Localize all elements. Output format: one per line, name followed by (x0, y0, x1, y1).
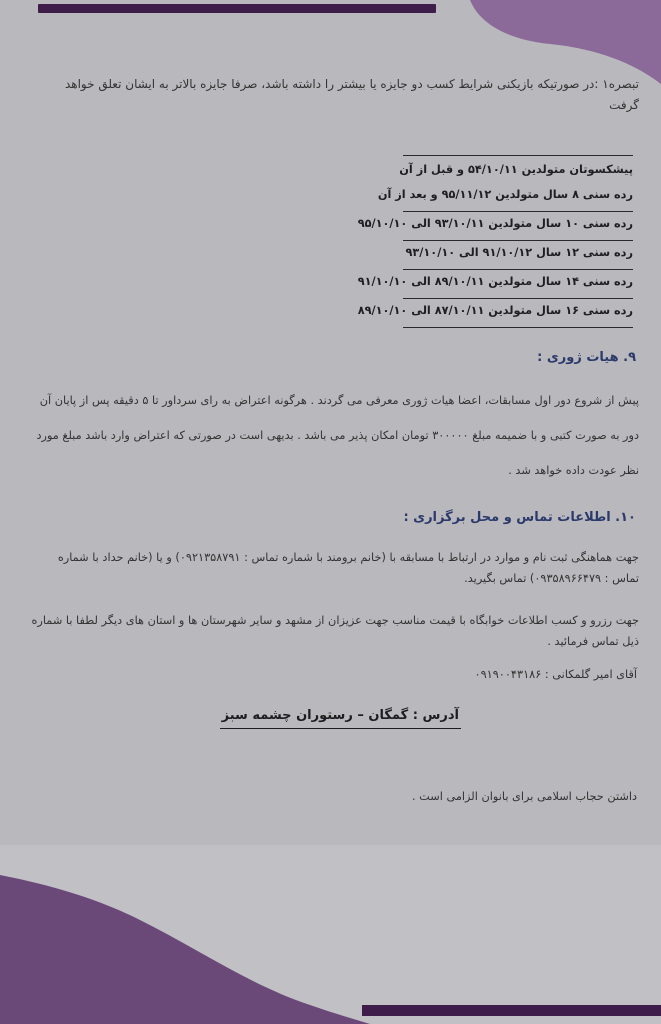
bottom-left-wave-shape (0, 875, 370, 1024)
top-accent-bar (38, 4, 436, 13)
hijab-note: داشتن حجاب اسلامی برای بانوان الزامی است . (411, 790, 637, 803)
bottom-left-corner-wave (0, 875, 370, 1024)
dormitory-phone: آقای امیر گلمکانی : ۰۹۱۹۰۰۴۳۱۸۶ (474, 668, 637, 681)
section-9-heading: ۹. هیات ژوری : (537, 350, 636, 365)
age-group-line: رده سنی ۱۰ سال متولدین ۹۳/۱۰/۱۱ الی ۹۵/۱۰/۱۰ (403, 216, 633, 241)
age-group-line: رده سنی ۱۶ سال متولدین ۸۷/۱۰/۱۱ الی ۸۹/۱۰/۱۰ (403, 303, 633, 328)
age-group-line: رده سنی ۱۴ سال متولدین ۸۹/۱۰/۱۱ الی ۹۱/۱۰/۱۰ (403, 274, 633, 299)
venue-address: آدرس : گمگان – رستوران چشمه سبز (220, 708, 461, 729)
registration-contact-paragraph: جهت هماهنگی ثبت نام و موارد در ارتباط با مسابقه با (خانم برومند با شماره تماس : ۰۹۲۱۳۵۸۷۹۱) و یا (خانم حداد با شماره تماس : ۰۹۳۵۸۹۶۶۴۷۹) تماس بگیرید. (57, 551, 639, 585)
age-groups-list (357, 155, 633, 332)
top-right-corner-wave (470, 0, 661, 84)
age-group-line: رده سنی ۸ سال متولدین ۹۵/۱۱/۱۲ و بعد از آن (403, 187, 633, 212)
jury-paragraph: پیش از شروع دور اول مسابقات، اعضا هیات ژوری معرفی می گردند . هرگونه اعتراض به رای سرداور تا ۵ دقیقه پس از پایان آن دور به صورت کتبی و با ضمیمه مبلغ ۳۰۰۰۰۰ تومان امکان پذیر می باشد . بدیهی است در صورتی که اعتراض وارد باشد مبلغ مورد نظر عودت داده خواهد شد . (36, 394, 639, 477)
age-group-line: پیشکسوتان متولدین ۵۴/۱۰/۱۱ و قبل از آن (403, 155, 633, 181)
top-right-wave-shape (470, 0, 661, 84)
dormitory-contact-paragraph: جهت رزرو و کسب اطلاعات خوابگاه با قیمت مناسب جهت عزیزان از مشهد و سایر شهرستان ها و استان های دیگر لطفا با شماره ذیل تماس فرمائید . (31, 614, 639, 648)
age-group-line: رده سنی ۱۲ سال ۹۱/۱۰/۱۲ الی ۹۳/۱۰/۱۰ (403, 245, 633, 270)
section-10-heading: ۱۰. اطلاعات تماس و محل برگزاری : (403, 510, 636, 525)
note-paragraph: تبصره۱ :در صورتیکه بازیکنی شرایط کسب دو جایزه یا بیشتر را داشته باشد، صرفا جایزه بالاتر به ایشان تعلق خواهد گرفت (64, 77, 639, 112)
bottom-accent-bar (362, 1005, 661, 1016)
